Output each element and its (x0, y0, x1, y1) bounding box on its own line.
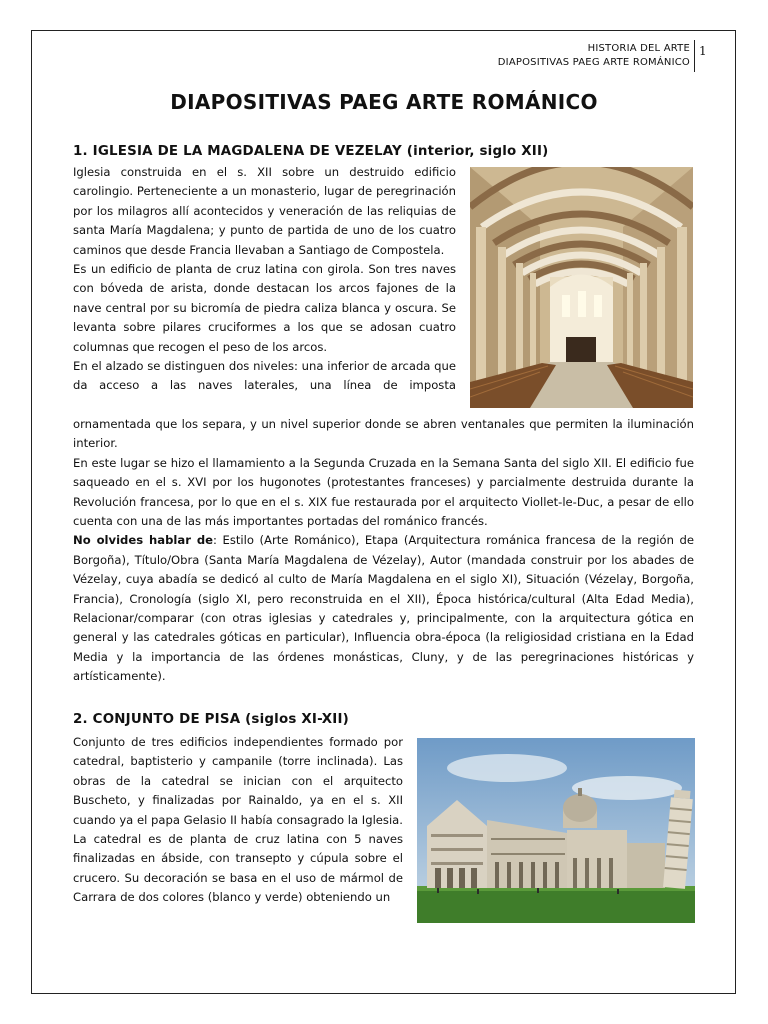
page-number: 1 (699, 44, 707, 58)
header-divider (694, 40, 695, 72)
section-1-paragraph-1: Iglesia construida en el s. XII sobre un destruido edificio carolingio. Perteneciente a un monasterio, lugar de peregrinación por los milagros allí acontecidos y veneración de las reliquias de santa María Magdalena; y punto de partida de uno de los cuatro caminos que desde Francia llevaban a Santiago de Compostela. (73, 165, 456, 257)
header-subject: HISTORIA DEL ARTE (587, 43, 690, 54)
section-2-heading: 2. CONJUNTO DE PISA (siglos XI-XII) (73, 712, 349, 727)
section-1-paragraph-3-start: En el alzado se distinguen dos niveles: una inferior de arcada que da acceso a las naves laterales, una línea de imposta (73, 359, 456, 393)
section-2-text (73, 733, 403, 908)
summary-text: : Estilo (Arte Románico), Etapa (Arquitectura románica francesa de la región de Borgoña), Título/Obra (Santa María Magdalena de Vézelay), Autor (mandada construir por los abades de Vézelay, cuya abadía se dedicó al culto de María Magdalena en el siglo XI), Situación (Vézelay, Borgoña, Francia), Cronología (siglo XI, pero reconstruida en el XII), Época histórica/cultural (Alta Edad Media), Relacionar/comparar (con otras iglesias y catedrales y, principalmente, con la arquitectura gótica en general y las catedrales góticas en particular), Influencia obra-época (la religiosidad cristiana en la Edad Media y la importancia de las órdenes monásticas, Cluny, y de las peregrinaciones históricas y artísticamente). (73, 533, 694, 684)
section-1-paragraph-3-end: ornamentada que los separa, y un nivel superior donde se abren ventanales que permiten la iluminación interior. (73, 417, 694, 451)
section-2-paragraph-2: La catedral es de planta de cruz latina con 5 naves finalizadas en ábside, con transepto y cúpula sobre el crucero. Su decoración se basa en el uso de mármol de Carrara de dos colores (blanco y verde) obteniendo un (73, 832, 403, 905)
document-title: DIAPOSITIVAS PAEG ARTE ROMÁNICO (170, 90, 598, 114)
section-1-text-wide (73, 415, 694, 687)
running-header (498, 42, 690, 70)
section-1-text-narrow (73, 163, 456, 396)
section-1-paragraph-4: En este lugar se hizo el llamamiento a la Segunda Cruzada en la Semana Santa del siglo XII. El edificio fue saqueado en el s. XVI por los hugonotes (protestantes franceses) y parcialmente destruida durante la Revolución francesa, por lo que en el s. XIX fue restaurada por el arquitecto Viollet-le-Duc, a pesar de ello cuenta con una de las más importantes portadas del románico francés. (73, 455, 694, 529)
summary-label: No olvides hablar de (73, 533, 214, 548)
section-2-paragraph-1: Conjunto de tres edificios independientes formado por catedral, baptisterio y campanile (torre inclinada). Las obras de la catedral se inician con el arquitecto Buscheto, y finalizadas por Rainaldo, ya en el s. XII cuando ya el papa Gelasio II había consagrado la Iglesia. (73, 735, 403, 827)
header-document: DIAPOSITIVAS PAEG ARTE ROMÁNICO (497, 57, 690, 68)
section-1-paragraph-2: Es un edificio de planta de cruz latina con girola. Son tres naves con bóveda de arista, donde destacan los arcos fajones de la nave central por su bicromía de piedra caliza blanca y oscura. Se levanta sobre pilares cruciformes a los que se adosan cuatro columnas que recogen el peso de los arcos. (73, 262, 456, 354)
section-1-heading: 1. IGLESIA DE LA MAGDALENA DE VEZELAY (interior, siglo XII) (73, 144, 549, 159)
vezelay-interior-photo (470, 167, 693, 408)
pisa-complex-photo (417, 738, 695, 923)
section-1-summary (73, 531, 694, 686)
